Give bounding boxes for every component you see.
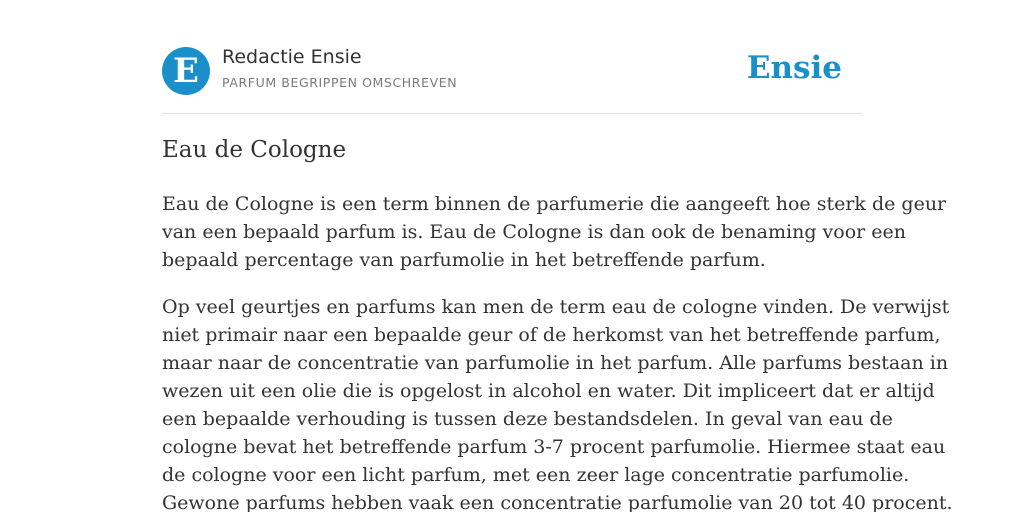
paragraph-line: wezen uit een olie die is opgelost in alcohol en water. Dit impliceert dat er altijd <box>162 380 935 402</box>
paragraph-line: bepaald percentage van parfumolie in het betreffende parfum. <box>162 249 766 271</box>
paragraph-line: Eau de Cologne is een term binnen de parfumerie die aangeeft hoe sterk de geur <box>162 193 947 215</box>
paragraph-line: Op veel geurtjes en parfums kan men de term eau de cologne vinden. De verwijst <box>162 296 950 318</box>
article-title: Eau de Cologne <box>162 137 347 163</box>
author-avatar[interactable]: E <box>162 47 210 95</box>
paragraph-line: de cologne voor een licht parfum, met een zeer lage concentratie parfumolie. <box>162 464 910 486</box>
paragraph-line: niet primair naar een bepaalde geur of de herkomst van het betreffende parfum, <box>162 324 941 346</box>
author-name[interactable]: Redactie Ensie <box>222 46 362 68</box>
article-paragraph-2 <box>162 293 953 512</box>
category-label[interactable]: PARFUM BEGRIPPEN OMSCHREVEN <box>222 75 458 90</box>
paragraph-line: maar naar de concentratie van parfumolie in het parfum. Alle parfums bestaan in <box>162 352 949 374</box>
content-container <box>162 0 953 512</box>
paragraph-line: van een bepaald parfum is. Eau de Cologne is dan ook de benaming voor een <box>162 221 906 243</box>
article-paragraph-1 <box>162 190 947 274</box>
paragraph-line: cologne bevat het betreffende parfum 3-7 procent parfumolie. Hiermee staat eau <box>162 436 946 458</box>
paragraph-line: Gewone parfums hebben vaak een concentratie parfumolie van 20 tot 40 procent. <box>162 492 953 512</box>
brand-logo[interactable]: Ensie <box>746 50 842 86</box>
paragraph-line: een bepaalde verhouding is tussen deze bestandsdelen. In geval van eau de <box>162 408 893 430</box>
header <box>162 0 862 114</box>
